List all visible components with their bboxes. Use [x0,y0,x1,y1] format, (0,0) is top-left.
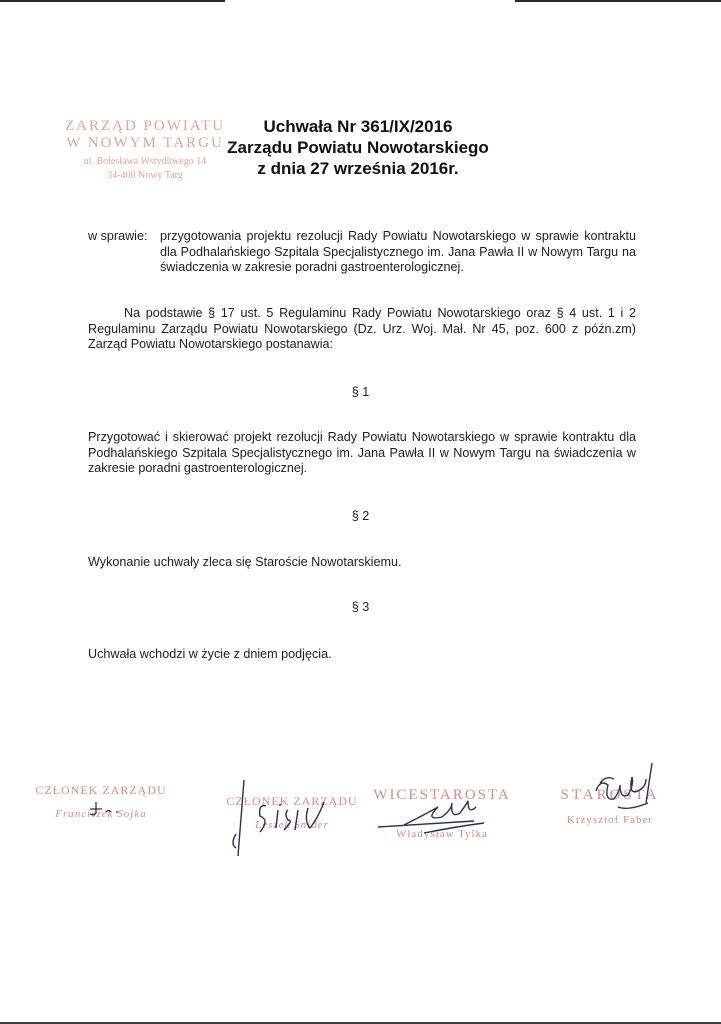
stamp-line-1: ZARZĄD POWIATU [64,118,226,134]
signature-name: Władysław Tylka [396,828,488,840]
handwritten-signature [364,787,520,847]
signature-role: STAROSTA [560,787,660,803]
signature-member-1 [32,783,170,820]
subject-text: przygotowania projektu rezolucji Rady Powiatu Nowotarskiego w sprawie kontraktu dla Podhalańskiego Szpitala Specjalistycznego im. Jana Pawła II w Nowym Targu na świadczenia w zakresie poradni gastroenterologicznej. [160,229,636,274]
section-3-heading: § 3 [351,600,370,614]
signature-name: Krzysztof Faber [566,814,654,826]
office-stamp [60,118,230,183]
signature-role: CZŁONEK ZARZĄDU [226,794,358,808]
section-1-heading: § 1 [351,385,370,399]
signature-starost [548,787,672,826]
signature-deputy-starost [364,787,520,840]
handwritten-signature [32,783,170,833]
section-2-text: Wykonanie uchwały zleca się Staroście Nowotarskiemu. [88,555,402,569]
legal-basis: Na podstawie § 17 ust. 5 Regulaminu Rady Powiatu Nowotarskiego oraz § 4 ust. 1 i 2 Regulaminu Zarządu Powiatu Nowotarskiego (Dz. Urz. Woj. Mał. Nr 45, poz. 600 z późn.zm) Zarząd Powiatu Nowotarskiego postanawia: [88,306,636,351]
stamp-line-4: 34-400 Nowy Targ [107,170,183,181]
scan-edge-top [0,0,721,2]
handwritten-signature [222,774,362,864]
signature-role: CZŁONEK ZARZĄDU [35,783,167,797]
signature-name: Leszek Snider [255,819,329,831]
handwritten-signature [548,763,672,823]
section-1-text: Przygotować i skierować projekt rezolucji Rady Powiatu Nowotarskiego w sprawie kontraktu dla Podhalańskiego Szpitala Specjalistycznego im. Jana Pawła II w Nowym Targu na świadczenia w zakresie poradni gastroenterologicznej. [88,430,636,475]
title-body: Zarządu Powiatu Nowotarskiego [227,138,489,157]
title-number: Uchwała Nr 361/IX/2016 [263,117,453,136]
section-3-text: Uchwała wchodzi w życie z dniem podjęcia. [88,647,332,661]
stamp-line-3: ul. Bolesława Wstydliwego 14 [83,156,207,167]
signature-name: Franciszek Sojka [55,808,147,820]
signature-member-2 [222,794,362,831]
subject-label: w sprawie: [88,229,148,243]
stamp-line-2: W NOWYM TARGU [66,135,224,151]
section-2-heading: § 2 [351,509,370,523]
title-date: z dnia 27 września 2016r. [257,159,459,178]
subject-block [88,229,636,276]
resolution-title [222,116,494,179]
signature-role: WICESTAROSTA [373,787,511,803]
